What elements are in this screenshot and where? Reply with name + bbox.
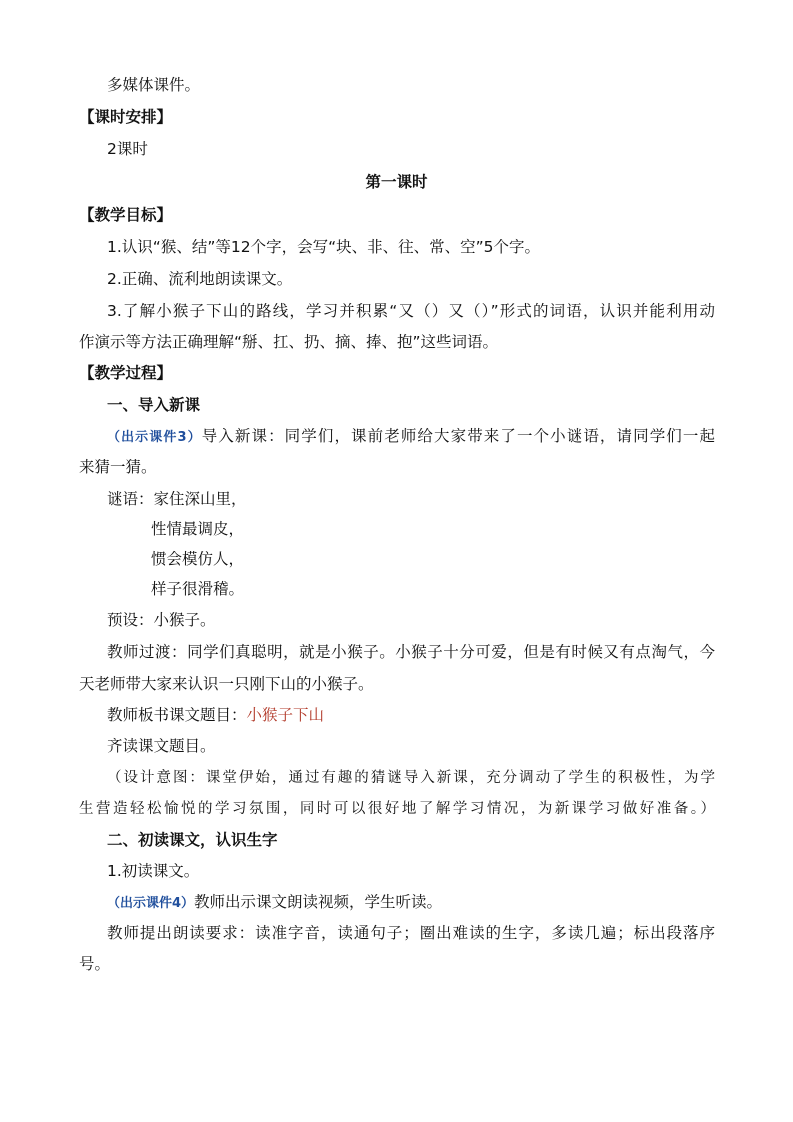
schedule-value: 2课时 xyxy=(107,140,148,158)
goal-item-3-line2: 作演示等方法正确理解“掰、扛、扔、摘、捧、抱”这些词语。 xyxy=(79,333,499,351)
courseware-tag-3: （出示课件3） xyxy=(107,430,202,445)
riddle-line-4: 样子很滑稽。 xyxy=(151,580,245,598)
riddle-text-1: 家住深山里， xyxy=(153,490,247,508)
riddle-line-1 xyxy=(107,488,793,510)
section2-step1: 1.初读课文。 xyxy=(107,862,200,880)
goals-heading: 【教学目标】 xyxy=(79,206,173,224)
section2-video-line xyxy=(107,891,793,915)
transition-line2: 天老师带大家来认识一只刚下山的小猴子。 xyxy=(79,675,374,693)
lesson-title: 第一课时 xyxy=(365,173,428,191)
transition-line1: 教师过渡：同学们真聪明，就是小猴子。小猴子十分可爱，但是有时候又有点淘气，今 xyxy=(107,643,715,661)
courseware-tag-4: （出示课件4） xyxy=(107,896,195,911)
design-intent-line2: 生营造轻松愉悦的学习氛围，同时可以很好地了解学习情况，为新课学习做好准备。） xyxy=(79,801,715,817)
reading-requirements-line1: 教师提出朗读要求：读准字音，读通句子；圈出难读的生字，多读几遍；标出段落序 xyxy=(107,924,715,942)
reading-requirements-line2: 号。 xyxy=(79,955,111,973)
goal-item-3-line1: 3.了解小猴子下山的路线，学习并积累“又（）又（）”形式的词语，认识并能利用动 xyxy=(107,302,715,320)
board-title-line xyxy=(107,704,793,726)
section1-title: 一、导入新课 xyxy=(107,396,201,414)
riddle-line-2: 性情最调皮， xyxy=(151,520,245,538)
board-title: 小猴子下山 xyxy=(246,706,325,724)
process-heading: 【教学过程】 xyxy=(79,364,173,382)
preset-answer: 预设：小猴子。 xyxy=(107,611,216,629)
goal-item-2: 2.正确、流利地朗读课文。 xyxy=(107,270,293,288)
section1-intro-line2: 来猜一猜。 xyxy=(79,458,157,476)
schedule-heading: 【课时安排】 xyxy=(79,108,173,126)
section1-intro-line1 xyxy=(107,425,715,449)
riddle-label: 谜语： xyxy=(107,490,154,508)
design-intent-line1: （设计意图：课堂伊始，通过有趣的猜谜导入新课，充分调动了学生的积极性，为学 xyxy=(107,770,715,786)
video-text: 教师出示课文朗读视频，学生听读。 xyxy=(194,893,443,911)
intro-text-line1: 导入新课：同学们，课前老师给大家带来了一个小谜语，请同学们一起 xyxy=(201,427,715,445)
goal-item-1: 1.认识“猴、结”等12个字，会写“块、非、往、常、空”5个字。 xyxy=(107,238,540,256)
materials-text: 多媒体课件。 xyxy=(107,76,201,94)
board-label: 教师板书课文题目： xyxy=(107,706,247,724)
riddle-line-3: 惯会模仿人， xyxy=(151,550,245,568)
section2-title: 二、初读课文，认识生字 xyxy=(107,831,278,849)
read-title: 齐读课文题目。 xyxy=(107,737,216,755)
